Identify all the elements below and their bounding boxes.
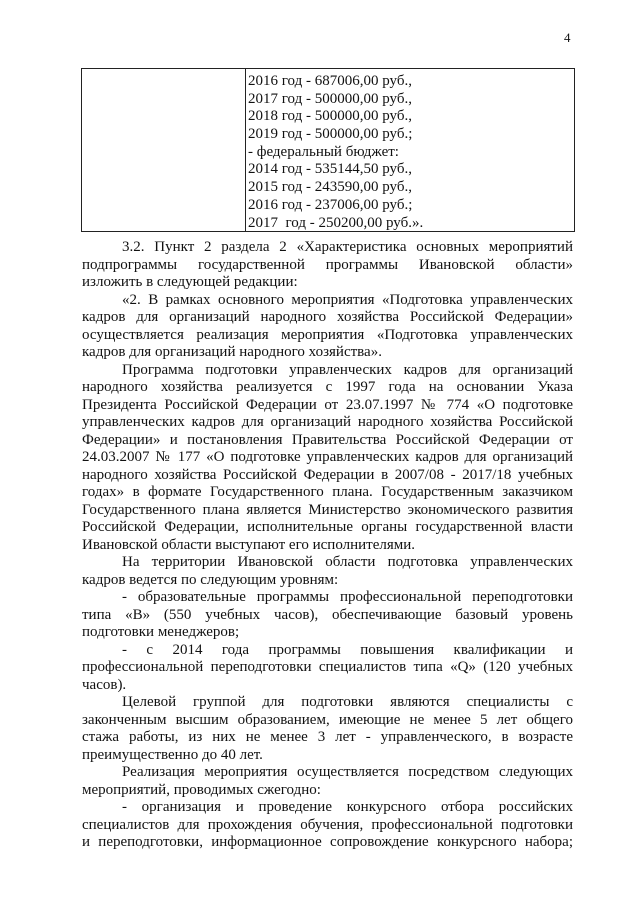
- text-line: Федерации» и постановления Правительства Российской Федерации от: [82, 431, 573, 448]
- text-line: Программа подготовки управленческих кадров для организаций: [122, 361, 573, 378]
- table-empty-cell: [82, 69, 246, 231]
- text-line: изложить в следующей редакции:: [82, 274, 298, 290]
- document-body: [82, 239, 573, 852]
- budget-line: 2015 год - 243590,00 руб.,: [248, 179, 412, 196]
- budget-line: 2016 год - 237006,00 руб.;: [248, 196, 413, 213]
- budget-line: 2019 год - 500000,00 руб.;: [248, 126, 413, 143]
- text-line: - с 2014 года программы повышения квалификации и: [122, 641, 573, 658]
- text-line: Российской Федерации, исполнительные органы государственной власти: [82, 519, 573, 535]
- text-line: народного хозяйства реализуется с 1997 года на основании Указа: [82, 379, 573, 395]
- text-line: Президента Российской Федерации от 23.07.1997 № 774 «О подготовке: [82, 396, 573, 413]
- text-line: осуществляется реализация мероприятия «Подготовка управленческих: [82, 326, 573, 343]
- budget-line: 2014 год - 535144,50 руб.,: [248, 161, 412, 178]
- budget-line: 2018 год - 500000,00 руб.,: [248, 108, 412, 125]
- budget-line: 2017 год - 250200,00 руб.».: [248, 214, 424, 231]
- text-line: годах» в формате Государственного плана. Государственным заказчиком: [82, 484, 573, 500]
- text-line: - образовательные программы профессиональной переподготовки: [122, 589, 573, 605]
- text-line: подготовки менеджеров;: [82, 624, 240, 640]
- text-line: мероприятий, проводимых сжегодно:: [82, 781, 321, 798]
- text-line: Государственного плана является Министерство экономического развития: [82, 501, 573, 518]
- text-line: часов).: [82, 676, 127, 693]
- text-line: Ивановской области выступают его исполнителями.: [82, 536, 416, 553]
- text-line: - организация и проведение конкурсного отбора российских: [122, 799, 573, 815]
- text-line: 3.2. Пункт 2 раздела 2 «Характеристика основных мероприятий: [122, 239, 573, 255]
- text-line: кадров для организаций народного хозяйства».: [82, 344, 382, 360]
- text-line: подпрограммы государственной программы Ивановской области»: [82, 256, 573, 273]
- budget-line: 2017 год - 500000,00 руб.,: [248, 90, 412, 107]
- text-line: законченным высшим образованием, имеющие не менее 5 лет общего: [82, 711, 573, 728]
- text-line: специалистов для прохождения обучения, профессиональной подготовки: [82, 816, 573, 833]
- text-line: и переподготовки, информационное сопровождение конкурсного набора;: [82, 834, 573, 850]
- text-line: кадров для организаций народного хозяйства Российской Федерации»: [82, 309, 573, 325]
- text-line: управленческих кадров для организаций народного хозяйства Российской: [82, 414, 573, 430]
- text-line: преимущественно до 40 лет.: [82, 746, 263, 763]
- budget-table: [81, 68, 575, 232]
- text-line: Реализация мероприятия осуществляется посредством следующих: [122, 764, 573, 780]
- text-line: Целевой группой для подготовки являются специалисты с: [122, 694, 573, 710]
- text-line: профессиональной переподготовки специалистов типа «Q» (120 учебных: [82, 659, 573, 675]
- text-line: «2. В рамках основного мероприятия «Подготовка управленческих: [122, 291, 573, 308]
- page-number: 4: [564, 30, 571, 45]
- text-line: типа «В» (550 учебных часов), обеспечивающие базовый уровень: [82, 606, 573, 623]
- budget-line: 2016 год - 687006,00 руб.,: [248, 73, 412, 89]
- text-line: 24.03.2007 № 177 «О подготовке управленческих кадров для организаций: [82, 449, 573, 465]
- budget-cell: [248, 73, 568, 232]
- text-line: На территории Ивановской области подготовка управленческих: [122, 554, 573, 570]
- budget-line: - федеральный бюджет:: [248, 143, 399, 160]
- text-line: народного хозяйства Российской Федерации в 2007/08 - 2017/18 учебных: [82, 466, 573, 483]
- text-line: стажа работы, из них не менее 3 лет - управленческого, в возрасте: [82, 729, 573, 745]
- text-line: кадров ведется по следующим уровням:: [82, 571, 339, 588]
